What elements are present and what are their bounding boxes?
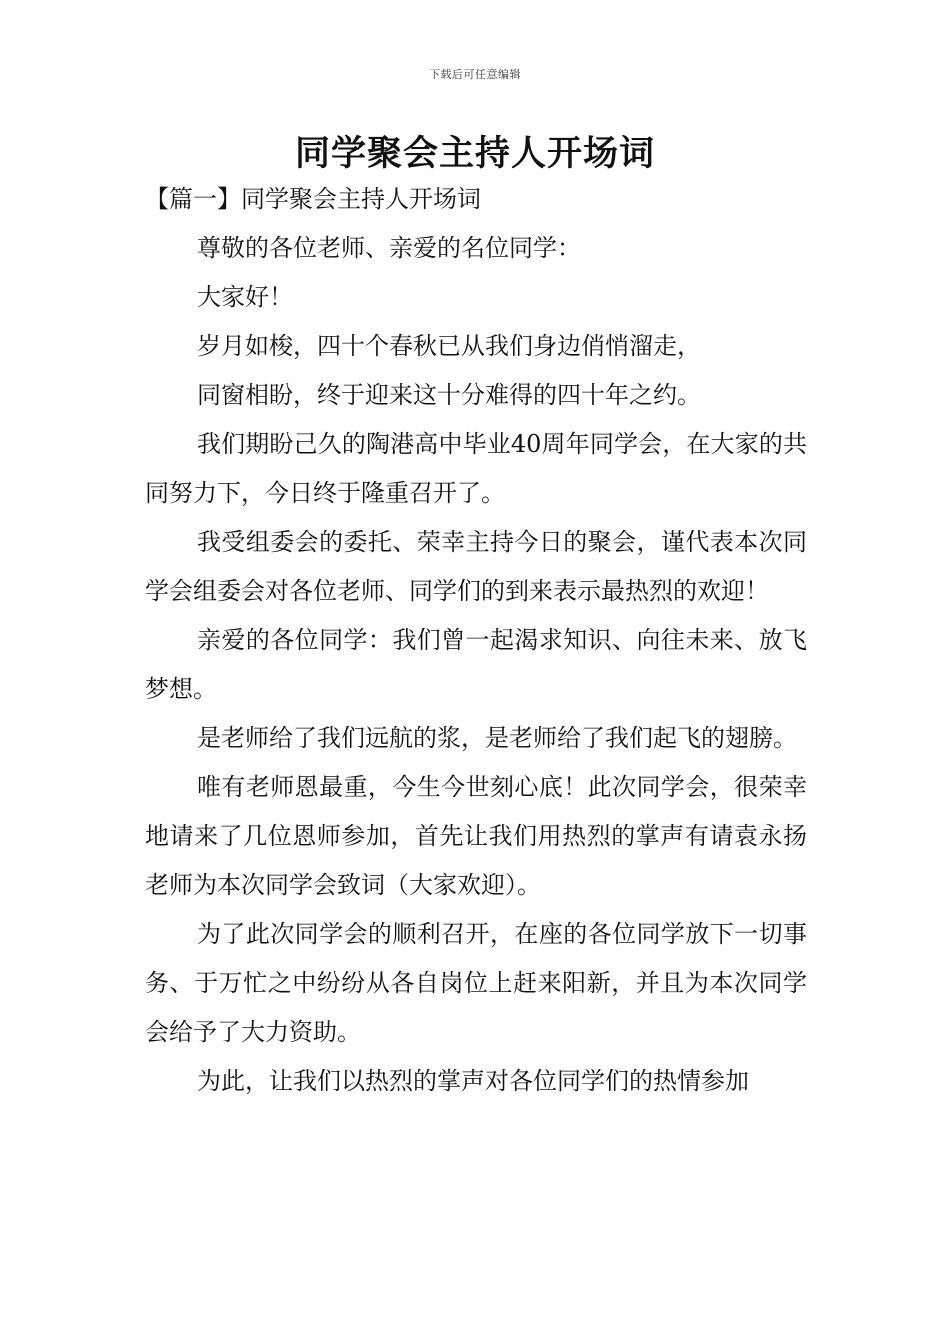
paragraph-greeting: 大家好！ bbox=[197, 283, 293, 311]
paragraph: 同窗相盼，终于迎来这十分难得的四十年之约。 bbox=[197, 381, 701, 409]
paragraph: 亲爱的各位同学：我们曾一起渴求知识、向往未来、放飞梦想。 bbox=[145, 626, 807, 703]
paragraph: 我们期盼己久的陶港高中毕业40周年同学会，在大家的共同努力下，今日终于隆重召开了。 bbox=[145, 430, 807, 507]
paragraph-greeting-salutation: 尊敬的各位老师、亲爱的名位同学： bbox=[197, 234, 581, 262]
header-note: 下载后可任意编辑 bbox=[429, 68, 521, 81]
paragraph: 我受组委会的委托、荣幸主持今日的聚会，谨代表本次同学会组委会对各位老师、同学们的到来表示最热烈的欢迎！ bbox=[145, 528, 807, 605]
paragraph: 唯有老师恩最重，今生今世刻心底！此次同学会，很荣幸地请来了几位恩师参加，首先让我们用热烈的掌声有请袁永扬老师为本次同学会致词（大家欢迎）。 bbox=[145, 773, 807, 899]
paragraph: 为了此次同学会的顺利召开，在座的各位同学放下一切事务、于万忙之中纷纷从各自岗位上赶来阳新，并且为本次同学会给予了大力资助。 bbox=[145, 920, 807, 1046]
paragraph: 为此，让我们以热烈的掌声对各位同学们的热情参加 bbox=[197, 1067, 749, 1095]
section-heading: 【篇一】同学聚会主持人开场词 bbox=[145, 185, 481, 213]
paragraph: 岁月如梭，四十个春秋已从我们身边俏悄溜走， bbox=[197, 332, 701, 360]
paragraph: 是老师给了我们远航的浆，是老师给了我们起飞的翅膀。 bbox=[197, 724, 797, 752]
document-title: 同学聚会主持人开场词 bbox=[294, 134, 655, 174]
document-body bbox=[145, 178, 807, 1106]
